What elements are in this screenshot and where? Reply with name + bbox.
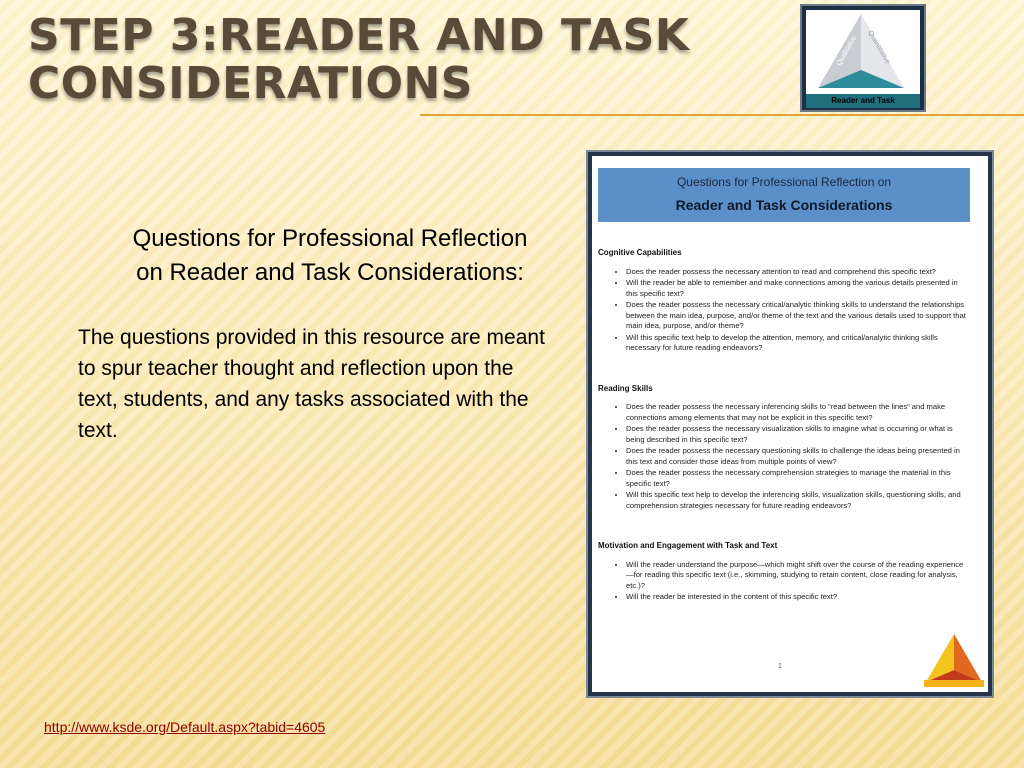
- document-page: [592, 156, 988, 692]
- body-paragraph: The questions provided in this resource are meant to spur teacher thought and reflection upon the text, students, and any tasks associated with the text.: [78, 326, 545, 442]
- reflection-heading: [60, 222, 600, 290]
- list-item: • Will the reader understand the purpose—which might shift over the course of the reading experience—for reading this specific text (i.e., skimming, studying to retain content, close reading for analysis, etc.)?: [626, 560, 968, 592]
- section-motivation: [598, 541, 968, 603]
- banner-line-2: Reader and Task Considerations: [675, 197, 893, 213]
- page-number: 1: [778, 663, 782, 670]
- list-item: • Will the reader be interested in the content of this specific text?: [626, 592, 968, 603]
- triangle-logo-icon: [806, 10, 916, 102]
- list-item: • Will the reader be able to remember and make connections among the various details presented in this specific text?: [626, 278, 968, 299]
- banner-line-1: Questions for Professional Reflection on: [676, 175, 892, 189]
- logo-left-label: Qualitative: [835, 34, 859, 67]
- section-cognitive: [598, 248, 968, 354]
- title-divider: [420, 114, 1024, 116]
- section-title: Motivation and Engagement with Task and Text: [598, 541, 778, 550]
- title-line-1: STEP 3:READER AND TASK: [28, 10, 690, 61]
- list-item: • Does the reader possess the necessary comprehension strategies to manage the material in this specific text?: [626, 468, 968, 489]
- list-item: • Will this specific text help to develop the inferencing skills, visualization skills, questioning skills, and comprehension strategies necessary for future reading endeavors?: [626, 490, 968, 511]
- list-item: • Does the reader possess the necessary attention to read and comprehend this specific text?: [626, 267, 968, 278]
- section-title: Cognitive Capabilities: [598, 248, 682, 257]
- list-item: • Does the reader possess the necessary visualization skills to imagine what is occurring or what is being described in this specific text?: [626, 424, 968, 445]
- section-title: Reading Skills: [598, 383, 653, 393]
- mini-triangle-logo-icon: [922, 632, 986, 688]
- ksde-link[interactable]: http://www.ksde.org/Default.aspx?tabid=4605: [44, 719, 326, 735]
- list-item: • Does the reader possess the necessary questioning skills to challenge the ideas being presented in this text and consider those ideas from multiple points of view?: [626, 446, 968, 467]
- heading-line-2: on Reader and Task Considerations:: [136, 259, 524, 286]
- logo-bottom-label: Reader and Task: [806, 94, 920, 108]
- document-content: [598, 248, 968, 633]
- document-preview: [586, 150, 994, 698]
- list-item: • Does the reader possess the necessary critical/analytic thinking skills to understand the relationships between the main idea, purpose, and/or theme of the text and the various details used to support that main idea, purpose, and/or theme?: [626, 300, 968, 332]
- text-complexity-logo: [800, 4, 926, 112]
- slide-title: [28, 12, 728, 108]
- logo-right-label: Quantitative: [866, 29, 892, 66]
- heading-line-1: Questions for Professional Reflection: [132, 225, 528, 252]
- title-line-2: CONSIDERATIONS: [28, 58, 473, 109]
- list-item: • Does the reader possess the necessary inferencing skills to “read between the lines” and make connections among elements that may not be explicit in this specific text?: [626, 402, 968, 423]
- list-item: • Will this specific text help to develop the attention, memory, and critical/analytic thinking skills necessary for future reading endeavors?: [626, 333, 968, 354]
- document-banner: [598, 168, 970, 222]
- section-reading: [598, 384, 968, 512]
